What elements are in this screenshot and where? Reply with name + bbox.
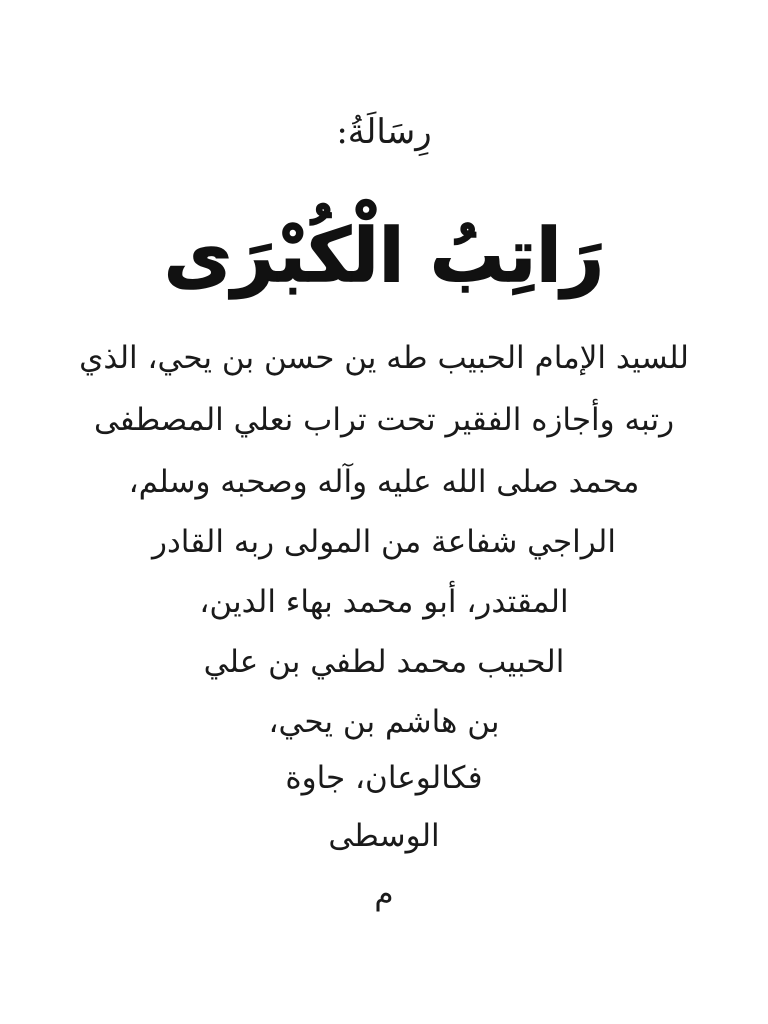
body-line: الحبيب محمد لطفي بن علي [203, 644, 565, 680]
body-line: الراجي شفاعة من المولى ربه القادر [152, 524, 616, 560]
body-line: للسيد الإمام الحبيب طه ين حسن بن يحي، الذي [79, 340, 689, 376]
document-subtitle: رِسَالَةُ: [336, 112, 432, 152]
body-line: محمد صلى الله عليه وآله وصحبه وسلم، [128, 464, 640, 500]
body-line: م [374, 876, 394, 912]
body-line: المقتدر، أبو محمد بهاء الدين، [199, 584, 569, 620]
body-line: بن هاشم بن يحي، [268, 704, 500, 740]
body-line: الوسطى [328, 818, 440, 854]
body-line: فكالوعان، جاوة [285, 760, 483, 796]
document-title: رَاتِبُ الْكُبْرَى [163, 213, 605, 299]
body-line: رتبه وأجازه الفقير تحت تراب نعلي المصطفى [93, 402, 675, 438]
